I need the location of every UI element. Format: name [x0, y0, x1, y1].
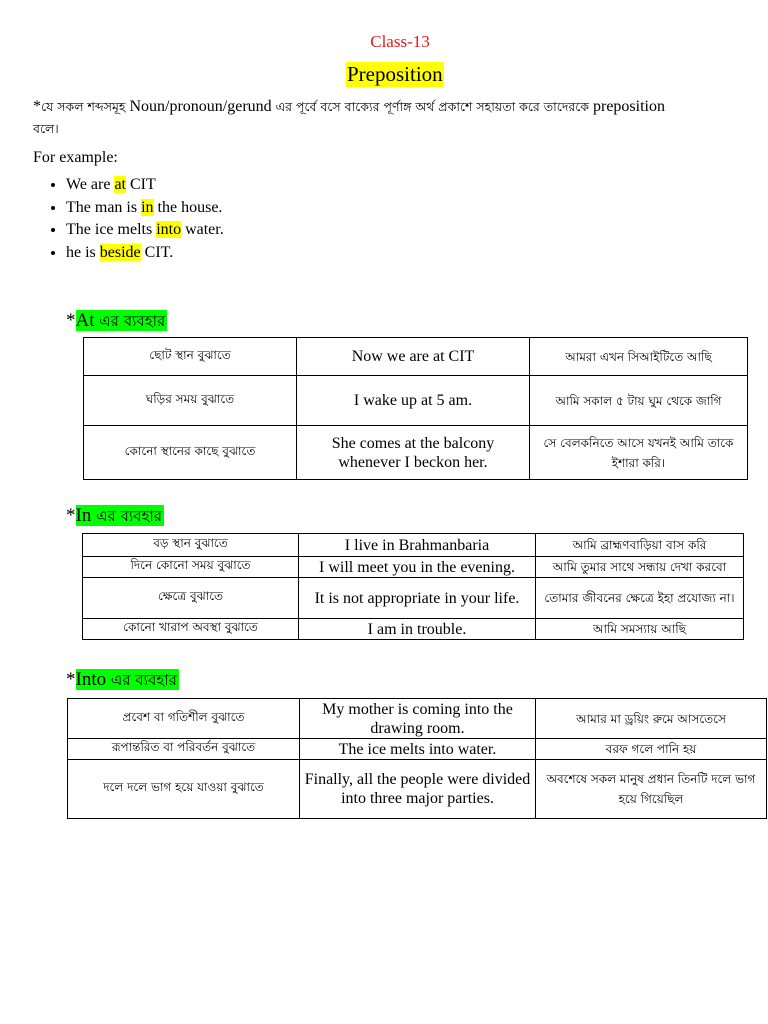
class-label: Class-13 [370, 32, 430, 51]
example-after: CIT [126, 176, 156, 193]
at-usage-table [83, 337, 748, 480]
intro-bangla-2: এর পূর্বে বসে বাক্যের পূর্ণাঙ্গ অর্থ প্রকাশে সহায়তা করে তাদেরকে [271, 99, 593, 114]
bangla-cell: অবশেষে সকল মানুষ প্রধান তিনটি দলে ভাগ হয়ে গিয়েছিল [536, 760, 767, 819]
usage-cell: কোনো খারাপ অবস্থা বুঝাতে [83, 619, 299, 640]
table-row [84, 376, 748, 426]
usage-cell: দলে দলে ভাগ হয়ে যাওয়া বুঝাতে [68, 760, 300, 819]
page-title: Preposition [347, 62, 443, 86]
section-word: Into [75, 669, 107, 690]
usage-cell: প্রবেশ বা গতিশীল বুঝাতে [68, 699, 300, 739]
usage-cell: ছোট স্থান বুঝাতে [84, 338, 297, 376]
table-row [84, 426, 748, 480]
example-item [66, 174, 224, 197]
bangla-cell: আমরা এখন সিআইটিতে আছি [530, 338, 748, 376]
english-cell: I live in Brahmanbaria [299, 534, 536, 557]
example-before: The man is [66, 198, 142, 216]
usage-cell: রূপান্তরিত বা পরিবর্তন বুঝাতে [68, 739, 300, 760]
bangla-cell: তোমার জীবনের ক্ষেত্রে ইহা প্রযোজ্য না। [536, 578, 744, 619]
english-cell: The ice melts into water. [300, 739, 536, 760]
example-after: water. [181, 221, 224, 238]
section-word: In [75, 505, 92, 526]
usage-cell: বড় স্থান বুঝাতে [83, 534, 299, 557]
example-after: the house. [153, 198, 223, 216]
intro-bangla-3: বলে। [33, 121, 59, 136]
bangla-cell: আমি তুমার সাথে সন্ধায় দেখা করবো [536, 557, 744, 578]
into-usage-table [67, 698, 767, 819]
example-after: CIT. [140, 243, 174, 261]
table-row [68, 739, 767, 760]
example-highlight: in [141, 198, 154, 216]
english-cell: I will meet you in the evening. [299, 557, 536, 578]
english-cell: It is not appropriate in your life. [299, 578, 536, 619]
section-tag [76, 669, 179, 690]
example-before: The ice melts [66, 221, 157, 238]
section-word: At [75, 310, 95, 331]
example-highlight: at [114, 176, 126, 193]
example-highlight: into [156, 221, 182, 238]
intro-star: * [33, 98, 41, 115]
bangla-cell: আমি সমস্যায় আছি [536, 619, 744, 640]
section-prefix: * [66, 505, 76, 526]
section-suffix: এর ব্যবহার [106, 671, 177, 689]
usage-cell: কোনো স্থানের কাছে বুঝাতে [84, 426, 297, 480]
section-suffix: এর ব্যবহার [91, 507, 163, 525]
bangla-cell: বরফ গলে পানি হয় [536, 739, 767, 760]
example-label: For example: [33, 149, 118, 166]
usage-cell: ঘড়ির সময় বুঝাতে [84, 376, 297, 426]
intro-bangla-1: যে সকল শব্দসমূহ [41, 99, 130, 114]
example-item [66, 197, 224, 220]
table-row [68, 699, 767, 739]
usage-cell: ক্ষেত্রে বুঝাতে [83, 578, 299, 619]
section-at-heading [66, 309, 167, 333]
example-item [66, 242, 224, 265]
in-usage-table [82, 533, 744, 640]
table-row [68, 760, 767, 819]
bangla-cell: আমি ব্রাহ্মণবাড়িয়া বাস করি [536, 534, 744, 557]
example-list [47, 174, 224, 264]
bangla-cell: আমি সকাল ৫ টায় ঘুম থেকে জাগি [530, 376, 748, 426]
intro-english-1: Noun/pronoun/gerund [129, 98, 272, 115]
table-row [84, 338, 748, 376]
intro-english-2: preposition [593, 98, 665, 115]
section-suffix: এর ব্যবহার [94, 312, 166, 330]
section-prefix: * [66, 310, 76, 331]
section-prefix: * [66, 669, 76, 690]
usage-cell: দিনে কোনো সময় বুঝাতে [83, 557, 299, 578]
english-cell: I wake up at 5 am. [297, 376, 530, 426]
example-highlight: beside [99, 243, 141, 261]
english-cell: My mother is coming into the drawing room. [300, 699, 536, 739]
table-row [83, 534, 744, 557]
section-into-heading [66, 668, 179, 692]
english-cell: Now we are at CIT [297, 338, 530, 376]
bangla-cell: সে বেলকনিতে আসে যখনই আমি তাকে ইশারা করি। [530, 426, 748, 480]
table-row [83, 619, 744, 640]
english-cell: She comes at the balcony whenever I beckon her. [297, 426, 530, 480]
section-tag [76, 310, 168, 331]
bangla-cell: আমার মা ড্রয়িং রুমে আসতেসে [536, 699, 767, 739]
example-item [66, 219, 224, 242]
example-before: he is [66, 243, 100, 261]
english-cell: I am in trouble. [299, 619, 536, 640]
table-row [83, 578, 744, 619]
section-in-heading [66, 504, 164, 528]
example-before: We are [66, 176, 115, 193]
intro-paragraph [33, 96, 753, 140]
table-row [83, 557, 744, 578]
english-cell: Finally, all the people were divided into three major parties. [300, 760, 536, 819]
section-tag [76, 505, 165, 526]
